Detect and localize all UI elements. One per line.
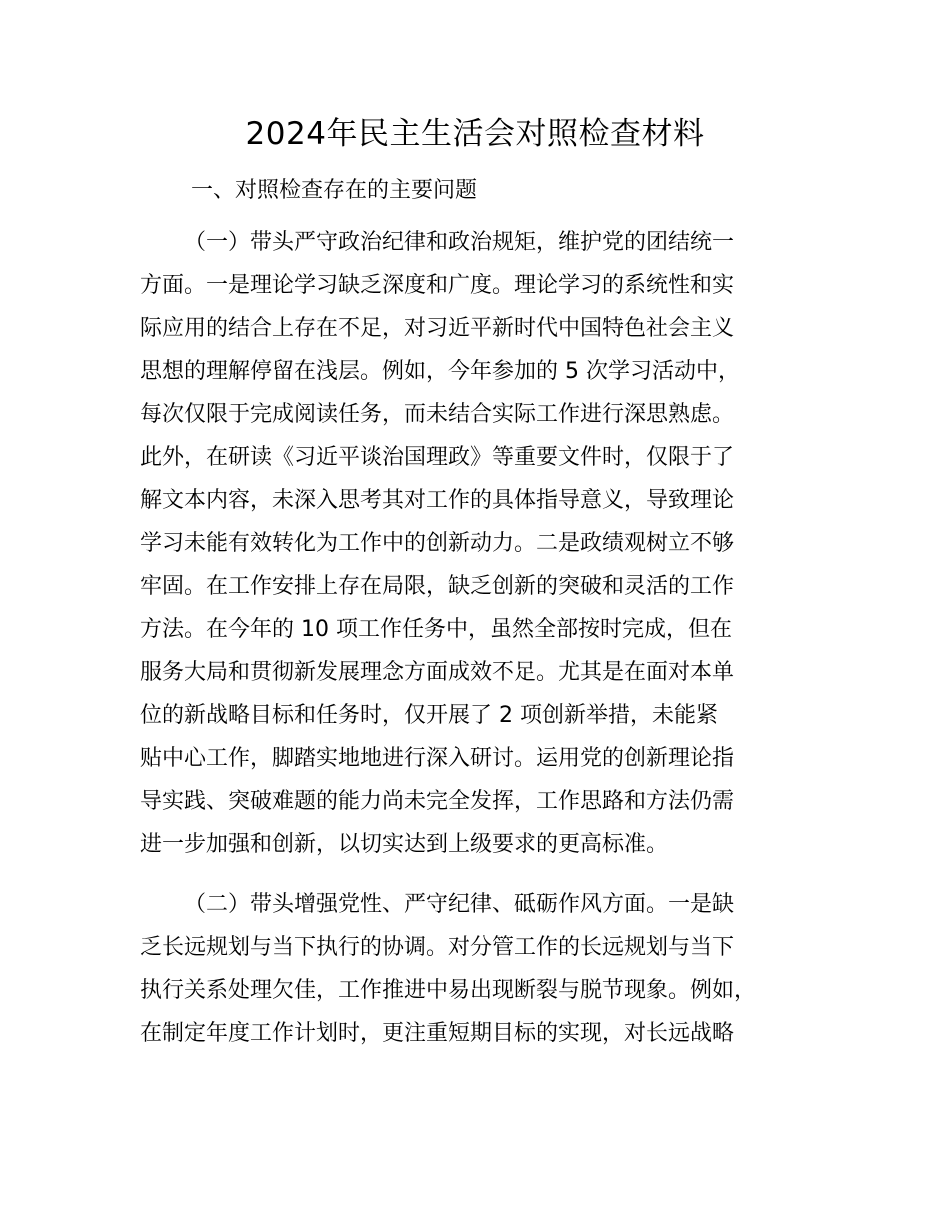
paragraph-line: 每次仅限于完成阅读任务，而未结合实际工作进行深思熟虑。 — [140, 402, 735, 427]
paragraph-2 — [140, 883, 820, 1055]
paragraph-line: 执行关系处理欠佳，工作推进中易出现断裂与脱节现象。例如， — [140, 978, 757, 1003]
paragraph-line: 学习未能有效转化为工作中的创新动力。二是政绩观树立不够 — [140, 531, 735, 556]
document-title: 2024年民主生活会对照检查材料 — [245, 116, 705, 152]
paragraph-line: 思想的理解停留在浅层。例如，今年参加的 5 次学习活动中， — [140, 359, 740, 384]
paragraph-line: 位的新战略目标和任务时，仅开展了 2 项创新举措，未能紧 — [140, 703, 718, 728]
paragraph-line: 服务大局和贯彻新发展理念方面成效不足。尤其是在面对本单 — [140, 660, 735, 685]
paragraph-line: 此外，在研读《习近平谈治国理政》等重要文件时，仅限于了 — [140, 445, 735, 470]
paragraph-1 — [140, 221, 820, 866]
paragraph-line: 乏长远规划与当下执行的协调。对分管工作的长远规划与当下 — [140, 935, 735, 960]
paragraph-line: 牢固。在工作安排上存在局限，缺乏创新的突破和灵活的工作 — [140, 574, 735, 599]
paragraph-line: （一）带头严守政治纪律和政治规矩，维护党的团结统一 — [184, 230, 735, 255]
paragraph-line: 解文本内容，未深入思考其对工作的具体指导意义，导致理论 — [140, 488, 735, 513]
paragraph-line: （二）带头增强党性、严守纪律、砥砺作风方面。一是缺 — [184, 892, 735, 917]
paragraph-line: 际应用的结合上存在不足，对习近平新时代中国特色社会主义 — [140, 316, 735, 341]
section-heading: 一、对照检查存在的主要问题 — [191, 178, 478, 203]
paragraph-line: 贴中心工作，脚踏实地地进行深入研讨。运用党的创新理论指 — [140, 746, 735, 771]
paragraph-line: 方面。一是理论学习缺乏深度和广度。理论学习的系统性和实 — [140, 273, 735, 298]
paragraph-line: 导实践、突破难题的能力尚未完全发挥，工作思路和方法仍需 — [140, 789, 735, 814]
paragraph-line: 方法。在今年的 10 项工作任务中，虽然全部按时完成，但在 — [140, 617, 732, 642]
paragraph-line: 在制定年度工作计划时，更注重短期目标的实现，对长远战略 — [140, 1021, 735, 1046]
paragraph-line: 进一步加强和创新，以切实达到上级要求的更高标准。 — [140, 832, 669, 857]
